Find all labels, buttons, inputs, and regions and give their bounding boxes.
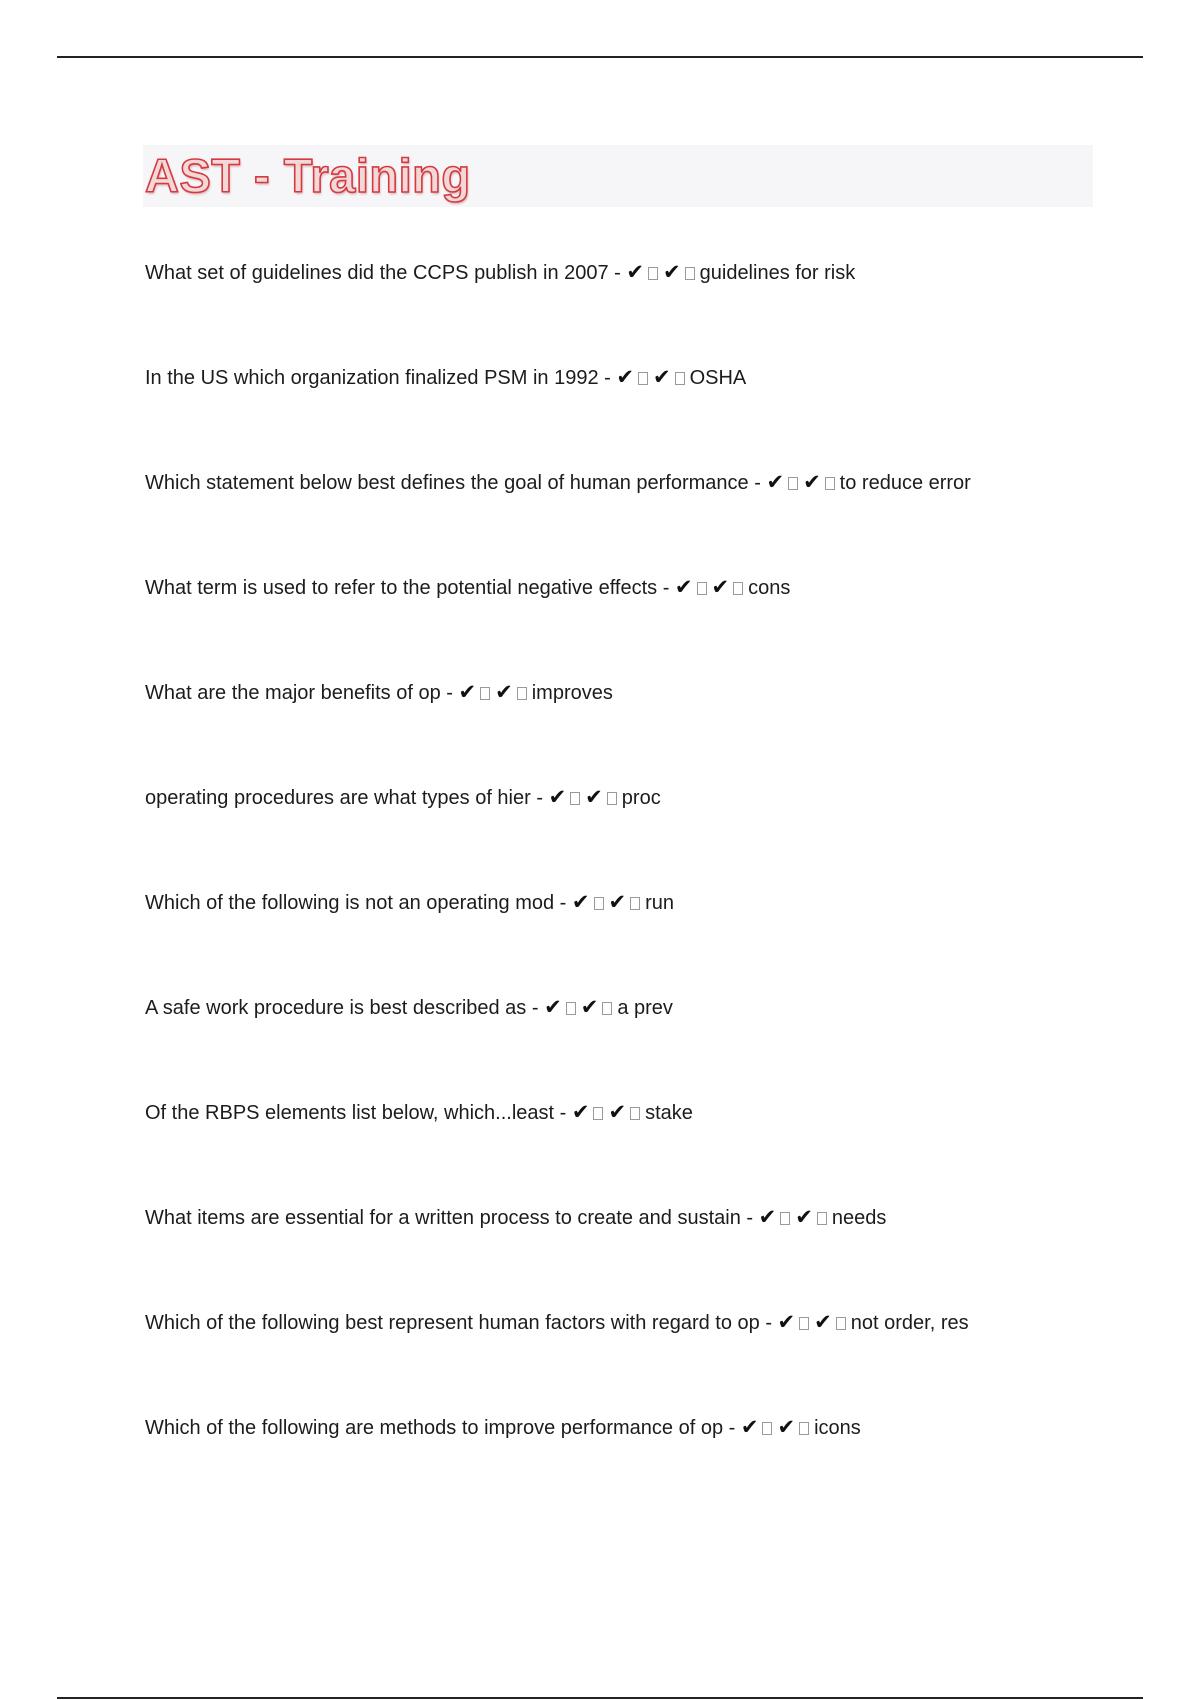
question-text: What term is used to refer to the potential negative effects (145, 577, 658, 599)
check-icon: ✔ (571, 1100, 590, 1124)
qa-item (145, 573, 1145, 678)
check-icon: ✔ (663, 260, 681, 284)
question-text: In the US which organization finalized PSM in 1992 (145, 367, 599, 389)
answer-text: not order, res (850, 1312, 969, 1334)
check-icon: ✔ (795, 1205, 813, 1229)
separator: - (740, 1207, 759, 1229)
check-icon: ✔ (652, 365, 671, 389)
qa-item (145, 468, 1145, 573)
check-icon: ✔ (626, 260, 645, 284)
answer-text: run (645, 892, 675, 914)
question-text: What are the major benefits of op (145, 682, 441, 704)
question-text: Which of the following is not an operating mod (145, 892, 555, 914)
empty-box-icon (685, 267, 695, 280)
question-text: What items are essential for a written process to create and sustain (145, 1207, 741, 1229)
qa-item (145, 258, 1145, 363)
question-text: operating procedures are what types of hier (145, 787, 531, 809)
check-icon: ✔ (608, 890, 627, 914)
qa-item (145, 1203, 1145, 1308)
question-text: Which statement below best defines the goal of human performance (145, 472, 749, 494)
separator: - (608, 262, 627, 284)
check-icon: ✔ (814, 1310, 832, 1334)
qa-item (145, 678, 1145, 783)
separator: - (748, 472, 767, 494)
check-icon: ✔ (458, 680, 477, 704)
answer-text: cons (748, 577, 791, 599)
empty-box-icon (799, 1422, 809, 1435)
empty-box-icon (788, 477, 798, 490)
separator: - (440, 682, 459, 704)
check-icon: ✔ (548, 785, 567, 809)
check-icon: ✔ (571, 890, 590, 914)
qa-list (145, 258, 1145, 1518)
qa-item (145, 888, 1145, 993)
bottom-rule (57, 1697, 1143, 1699)
separator: - (598, 367, 617, 389)
document-title: AST - Training (145, 149, 471, 202)
separator: - (554, 1102, 572, 1124)
answer-text: icons (814, 1417, 861, 1439)
separator: - (759, 1312, 778, 1334)
check-icon: ✔ (580, 995, 599, 1019)
check-icon: ✔ (711, 575, 730, 599)
check-icon: ✔ (740, 1415, 759, 1439)
check-icon: ✔ (777, 1310, 796, 1334)
check-icon: ✔ (544, 995, 562, 1019)
answer-text: stake (645, 1102, 693, 1124)
check-icon: ✔ (495, 680, 513, 704)
empty-box-icon (762, 1422, 772, 1435)
empty-box-icon (799, 1317, 809, 1330)
check-icon: ✔ (766, 470, 785, 494)
empty-box-icon (517, 687, 527, 700)
separator: - (554, 892, 572, 914)
empty-box-icon (480, 687, 490, 700)
empty-box-icon (825, 477, 835, 490)
separator: - (723, 1417, 741, 1439)
empty-box-icon (630, 1107, 640, 1120)
empty-box-icon (648, 267, 658, 280)
empty-box-icon (570, 792, 580, 805)
empty-box-icon (593, 1107, 603, 1120)
qa-item (145, 1413, 1145, 1518)
answer-text: a prev (617, 997, 673, 1019)
answer-text: OSHA (689, 367, 747, 389)
top-rule (57, 56, 1143, 58)
empty-box-icon (630, 897, 640, 910)
empty-box-icon (638, 372, 648, 385)
separator: - (526, 997, 545, 1019)
empty-box-icon (817, 1212, 827, 1225)
empty-box-icon (675, 372, 685, 385)
qa-item (145, 1308, 1145, 1413)
answer-text: to reduce error (839, 472, 971, 494)
check-icon: ✔ (803, 470, 821, 494)
answer-text: improves (531, 682, 613, 704)
check-icon: ✔ (608, 1100, 627, 1124)
qa-item (145, 783, 1145, 888)
qa-item (145, 993, 1145, 1098)
check-icon: ✔ (674, 575, 693, 599)
empty-box-icon (607, 792, 617, 805)
answer-text: proc (621, 787, 661, 809)
empty-box-icon (780, 1212, 790, 1225)
question-text: Which of the following best represent human factors with regard to op (145, 1312, 760, 1334)
empty-box-icon (697, 582, 707, 595)
check-icon: ✔ (585, 785, 603, 809)
empty-box-icon (836, 1317, 846, 1330)
check-icon: ✔ (777, 1415, 796, 1439)
empty-box-icon (566, 1002, 576, 1015)
question-text: Which of the following are methods to improve performance of op (145, 1417, 724, 1439)
separator: - (530, 787, 549, 809)
check-icon: ✔ (758, 1205, 777, 1229)
answer-text: needs (831, 1207, 887, 1229)
empty-box-icon (602, 1002, 612, 1015)
question-text: A safe work procedure is best described as (145, 997, 527, 1019)
answer-text: guidelines for risk (699, 262, 856, 284)
empty-box-icon (594, 897, 604, 910)
question-text: Of the RBPS elements list below, which...least (145, 1102, 555, 1124)
qa-item (145, 363, 1145, 468)
empty-box-icon (733, 582, 743, 595)
separator: - (657, 577, 675, 599)
question-text: What set of guidelines did the CCPS publish in 2007 (145, 262, 609, 284)
qa-item (145, 1098, 1145, 1203)
check-icon: ✔ (616, 365, 634, 389)
